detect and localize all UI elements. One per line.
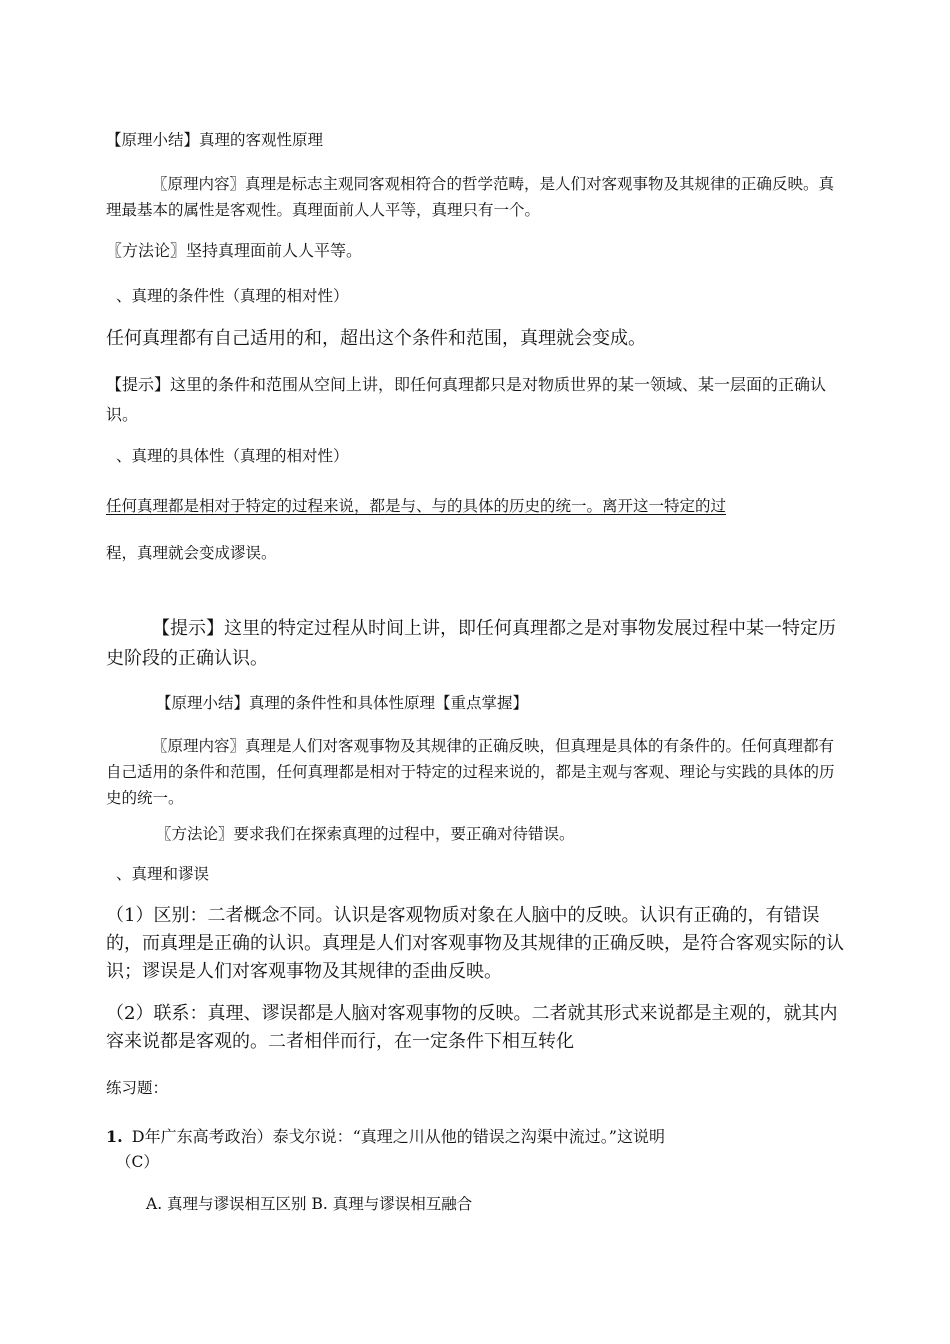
methodology-line-2: 〖方法论〗要求我们在探索真理的过程中，要正确对待错误。 [156,825,575,843]
section-summary-heading: 【原理小结】真理的客观性原理 [106,131,324,149]
conditionality-statement: 任何真理都有自己适用的和，超出这个条件和范围，真理就会变成。 [106,328,646,349]
concreteness-statement-line1: 任何真理都是相对于特定的过程来说，都是与、与的具体的历史的统一。离开这一特定的过 [106,497,727,515]
principle-content-paragraph: 〖原理内容〗真理是标志主观同客观相符合的哲学范畴，是人们对客观事物及其规律的正确反映。真理最基本的属性是客观性。真理面前人人平等，真理只有一个。 [106,175,835,219]
question-text: D年广东高考政治）泰戈尔说：“真理之川从他的错误之沟渠中流过。”这说明 [131,1127,665,1146]
section-heading-conditionality: 、真理的条件性（真理的相对性） [116,287,349,305]
question-number: 1. [106,1127,123,1146]
section-summary-heading-2: 【原理小结】真理的条件性和具体性原理【重点掌握】 [156,694,529,712]
question-1-answer: （C） [116,1153,159,1171]
hint-paragraph-space: 【提示】这里的条件和范围从空间上讲，即任何真理都只是对物质世界的某一领域、某一层面的正确认识。 [106,375,827,424]
connection-paragraph: （2）联系：真理、谬误都是人脑对客观事物的反映。二者就其形式来说都是主观的，就其内容来说都是客观的。二者相伴而行，在一定条件下相互转化 [106,1003,838,1052]
section-heading-concreteness: 、真理的具体性（真理的相对性） [116,447,349,465]
question-1-options: A. 真理与谬误相互区别 B. 真理与谬误相互融合 [146,1195,473,1213]
section-heading-truth-and-error: 、真理和谬误 [116,865,210,883]
methodology-line: 〖方法论〗坚持真理面前人人平等。 [106,241,363,260]
principle-content-paragraph-2: 〖原理内容〗真理是人们对客观事物及其规律的正确反映，但真理是具体的有条件的。任何真理都有自己适用的条件和范围，任何真理都是相对于特定的过程来说的，都是主观与客观、理论与实践的具体的历史的统一。 [106,737,835,807]
difference-paragraph: （1）区别：二者概念不同。认识是客观物质对象在人脑中的反映。认识有正确的，有错误的，而真理是正确的认识。真理是人们对客观事物及其规律的正确反映，是符合客观实际的认识；谬误是人们对客观事物及其规律的歪曲反映。 [106,905,844,982]
question-1 [106,1124,665,1147]
hint-paragraph-time: 【提示】这里的特定过程从时间上讲，即任何真理都之是对事物发展过程中某一特定历史阶段的正确认识。 [106,618,836,669]
concreteness-statement-line2: 程，真理就会变成谬误。 [106,544,277,562]
exercise-heading: 练习题： [106,1079,169,1097]
